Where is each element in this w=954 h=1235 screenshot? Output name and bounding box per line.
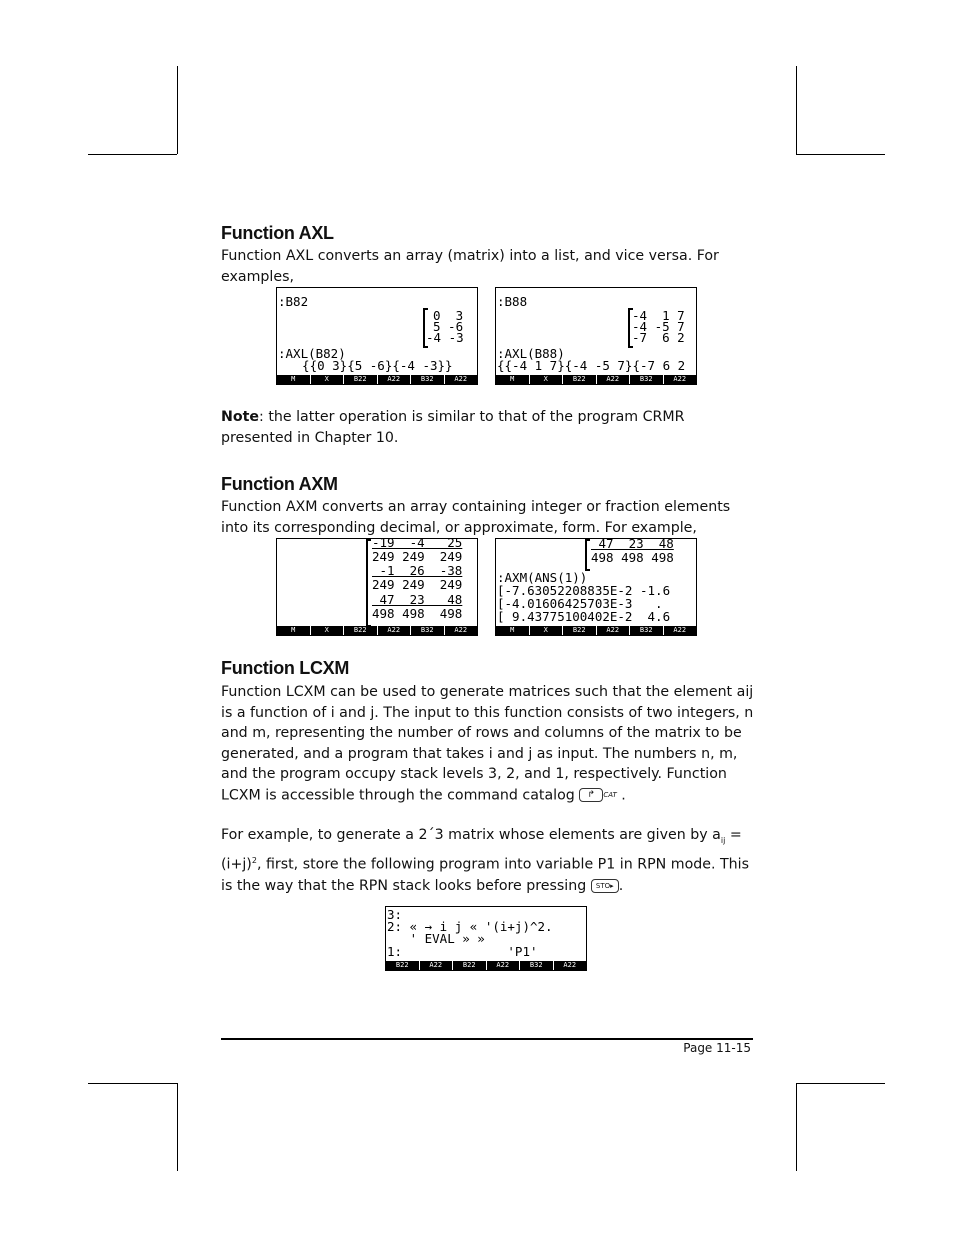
matrix-row: 249 249 249 [372,577,463,592]
menu-key: X [311,626,345,635]
menu-key: B22 [563,626,597,635]
menu-key: X [530,626,564,635]
section-heading-axm: Function AXM [221,474,338,494]
screen-line: {{-4 1 7}{-4 -5 7}{-7 6 2 [497,358,686,373]
soft-menu-bar [277,375,477,384]
soft-menu-bar [496,375,696,384]
crop-mark [177,66,178,154]
screen-line: :AXM(ANS(1)) [497,570,588,585]
screen-line: 2: « → i j « '(i+j)^2. [387,919,553,934]
matrix-row: 498 498 498 [372,606,463,621]
crop-mark [177,1083,178,1171]
screen-line: :B88 [497,294,528,309]
cat-label: CAT [603,790,617,799]
menu-key: B32 [630,375,664,384]
calc-screen-axm-decimal [495,538,697,636]
sto-key-icon: STO▸ [591,879,619,893]
menu-key: A22 [454,375,468,383]
lcxm-text: Function LCXM can be used to generate matrices such that the element aij is a function of i and j. The input to this function consists of two integers, n and m, representing the number of rows and columns of the matrix to be generated, and a program that takes i and j as input. The numbers n, m, and the program occupy stack levels 3, 2, and 1, respectively. Function LCXM is accessible through the command catalog [221,684,754,803]
menu-key: A22 [378,626,412,635]
screen-line: [ 9.43775100402E-2 4.6 [497,609,671,624]
matrix-bracket [585,539,590,571]
matrix-row: -7 6 2 [632,330,685,345]
menu-key: B32 [520,961,554,970]
screen-line: 1: 'P1' [387,944,538,959]
screen-line: :AXL(B82) [278,346,346,361]
footer-rule [221,1038,753,1040]
menu-key: A22 [673,375,687,383]
page-number: Page 11-15 [683,1041,751,1055]
matrix-row: 47 23 48 [591,538,674,551]
soft-menu-bar [496,626,696,635]
note-label: Note [221,409,260,425]
menu-key: A22 [673,626,687,634]
crop-mark [796,1083,797,1171]
matrix-row: -19 -4 25 [372,538,463,550]
menu-key: M [277,626,311,635]
menu-key: A22 [597,626,631,635]
matrix-row: 249 249 249 [372,549,463,564]
screen-line: ' EVAL » » [387,931,485,946]
example-text: = (i+j) [221,827,742,874]
calc-screen-axl-b88 [495,287,697,385]
menu-key: B32 [411,626,445,635]
menu-key: A22 [597,375,631,384]
menu-key: A22 [563,961,577,969]
crop-mark [88,154,177,155]
section-heading-axl: Function AXL [221,223,334,243]
lcxm-example [221,825,755,896]
screen-line: [-7.63052208835E-2 -1.6 [497,583,671,598]
right-shift-key-icon: ↱ [579,788,603,802]
menu-key: M [496,626,530,635]
period: . [618,877,624,894]
crop-mark [796,154,885,155]
menu-key: B22 [386,961,420,970]
crop-mark [88,1083,177,1084]
matrix-row: -4 -5 7 [632,319,685,334]
screen-line: :AXL(B88) [497,346,565,361]
axm-description: Function AXM converts an array containing integer or fraction elements into its corresponding decimal, or approximate, form. For example, [221,499,731,536]
screen-line: [-4.01606425703E-3 . [497,596,663,611]
matrix-row: -1 26 -38 [372,563,463,578]
calc-screen-program-p1 [385,906,587,971]
menu-key: B22 [344,626,378,635]
superscript-2: 2 [251,856,257,866]
menu-key: M [496,375,530,384]
menu-key: B32 [630,626,664,635]
crop-mark [796,66,797,154]
axl-description: Function AXL converts an array (matrix) into a list, and vice versa. For examples, [221,248,719,285]
period: . [621,786,626,803]
menu-key: B22 [563,375,597,384]
menu-key: B22 [453,961,487,970]
menu-key: B32 [411,375,445,384]
matrix-row: 47 23 48 [372,592,463,607]
crop-mark [796,1083,885,1084]
calc-screen-axm-fractions [276,538,478,636]
matrix-bracket [366,539,371,627]
calc-screen-axl-b82 [276,287,478,385]
example-text: , first, store the following program into variable P1 in RPN mode. This is the way that the RPN stack looks before pressing [221,857,749,894]
menu-key: A22 [378,375,412,384]
matrix-row: 0 3 [433,308,464,323]
soft-menu-bar [386,961,586,970]
menu-key: B22 [344,375,378,384]
menu-key: X [311,375,345,384]
matrix-row: -4 1 7 [632,308,685,323]
menu-key: M [277,375,311,384]
screen-line: 3: [387,907,403,922]
matrix-row: 498 498 498 [591,550,674,565]
matrix-row: 5 -6 [433,319,464,334]
axl-note [221,407,755,448]
lcxm-description [221,682,755,805]
menu-key: A22 [420,961,454,970]
subscript-ij: ij [720,835,726,845]
screen-line: {{0 3}{5 -6}{-4 -3}} [287,358,453,373]
section-heading-lcxm: Function LCXM [221,658,350,678]
menu-key: A22 [487,961,521,970]
matrix-row: -4 -3 [426,330,464,345]
note-text: : the latter operation is similar to that of the program CRMR presented in Chapter 10. [221,409,685,446]
screen-line: :B82 [278,294,309,309]
example-text: For example, to generate a 2´3 matrix whose elements are given by a [221,827,721,843]
soft-menu-bar [277,626,477,635]
menu-key: A22 [454,626,468,634]
menu-key: X [530,375,564,384]
